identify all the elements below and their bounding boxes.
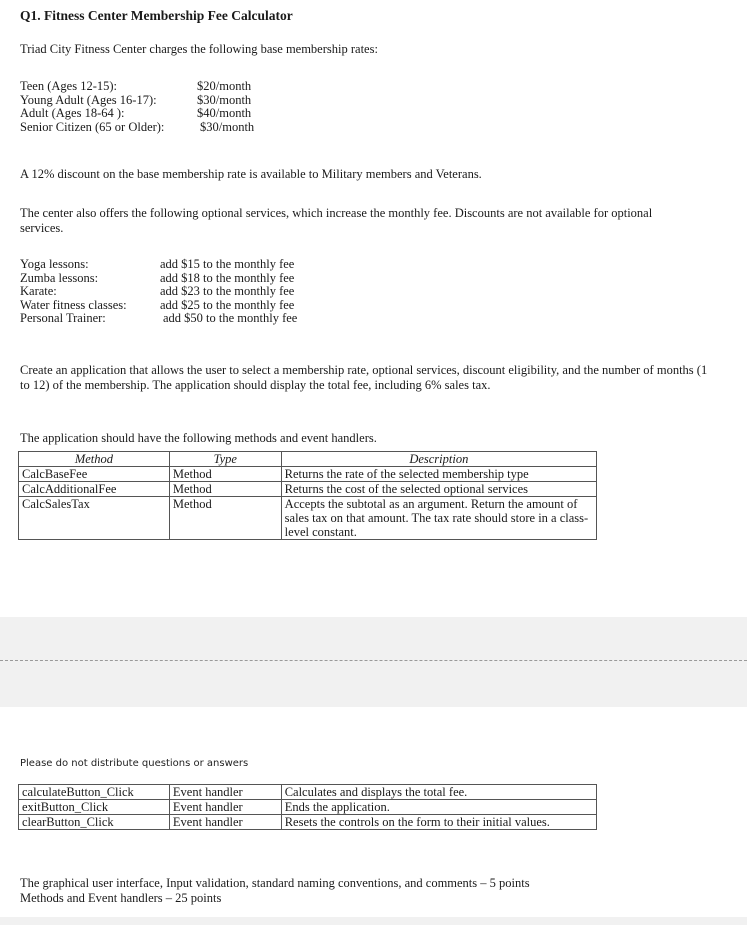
handler-type: Event handler xyxy=(169,800,281,815)
handler-type: Event handler xyxy=(169,815,281,830)
grading-line: Methods and Event handlers – 25 points xyxy=(20,891,222,905)
column-header-description: Description xyxy=(281,452,596,467)
rate-price: $30/month xyxy=(200,119,255,134)
handler-name: clearButton_Click xyxy=(19,815,170,830)
table-header-row xyxy=(19,452,597,467)
table-row xyxy=(19,497,597,540)
service-fee: add $25 to the monthly fee xyxy=(160,297,295,312)
methods-table xyxy=(18,451,597,540)
discount-text: A 12% discount on the base membership rate is available to Military members and Veterans. xyxy=(20,167,482,181)
handler-name: exitButton_Click xyxy=(19,800,170,815)
column-header-type: Type xyxy=(169,452,281,467)
service-name: Zumba lessons: xyxy=(20,270,99,285)
method-description: Accepts the subtotal as an argument. Return the amount of sales tax on that amount. The tax rate should store in a class-level constant. xyxy=(281,497,596,540)
intro-text: Triad City Fitness Center charges the following base membership rates: xyxy=(20,42,378,56)
method-type: Method xyxy=(169,497,281,540)
rate-name: Young Adult (Ages 16-17): xyxy=(20,92,157,107)
grading-line: The graphical user interface, Input validation, standard naming conventions, and comments – 5 points xyxy=(20,876,530,890)
question-title: Q1. Fitness Center Membership Fee Calculator xyxy=(20,8,293,23)
optional-services-intro: The center also offers the following optional services, which increase the monthly fee. Discounts are not available for optional services. xyxy=(20,206,653,235)
handler-type: Event handler xyxy=(169,785,281,800)
event-handlers-table xyxy=(18,784,597,830)
service-name: Water fitness classes: xyxy=(20,297,127,312)
service-name: Karate: xyxy=(20,284,57,298)
handler-description: Calculates and displays the total fee. xyxy=(281,785,596,800)
service-name: Yoga lessons: xyxy=(20,257,89,271)
method-type: Method xyxy=(169,467,281,482)
rate-name: Teen (Ages 12-15): xyxy=(20,79,118,93)
handler-name: calculateButton_Click xyxy=(19,785,170,800)
handler-description: Resets the controls on the form to their initial values. xyxy=(281,815,596,830)
table-row xyxy=(19,785,597,800)
table-row xyxy=(19,800,597,815)
method-description: Returns the rate of the selected membership type xyxy=(281,467,596,482)
rate-price: $20/month xyxy=(197,79,252,93)
method-description: Returns the cost of the selected optional services xyxy=(281,482,596,497)
page-break-divider xyxy=(0,660,747,661)
rate-price: $30/month xyxy=(197,92,252,107)
grading-criteria xyxy=(20,876,530,906)
method-name: CalcAdditionalFee xyxy=(19,482,170,497)
service-fee: add $50 to the monthly fee xyxy=(163,311,298,325)
method-name: CalcSalesTax xyxy=(19,497,170,540)
methods-intro: The application should have the following methods and event handlers. xyxy=(20,431,377,445)
table-row xyxy=(19,482,597,497)
handler-description: Ends the application. xyxy=(281,800,596,815)
service-fee: add $15 to the monthly fee xyxy=(160,257,295,271)
distribution-note: Please do not distribute questions or answers xyxy=(20,758,249,769)
rate-price: $40/month xyxy=(197,106,252,120)
page-break-band xyxy=(0,617,747,707)
table-row xyxy=(19,815,597,830)
service-fee: add $23 to the monthly fee xyxy=(160,284,295,298)
application-description: Create an application that allows the user to select a membership rate, optional services, discount eligibility, and the number of months (1 to 12) of the membership. The application should display the total fee, including 6% sales tax. xyxy=(20,363,708,392)
method-type: Method xyxy=(169,482,281,497)
service-fee: add $18 to the monthly fee xyxy=(160,270,295,285)
table-row xyxy=(19,467,597,482)
service-name: Personal Trainer: xyxy=(20,311,106,325)
bottom-band xyxy=(0,917,747,925)
rate-name: Adult (Ages 18-64 ): xyxy=(20,106,125,120)
column-header-method: Method xyxy=(19,452,170,467)
rate-name: Senior Citizen (65 or Older): xyxy=(20,119,165,134)
method-name: CalcBaseFee xyxy=(19,467,170,482)
